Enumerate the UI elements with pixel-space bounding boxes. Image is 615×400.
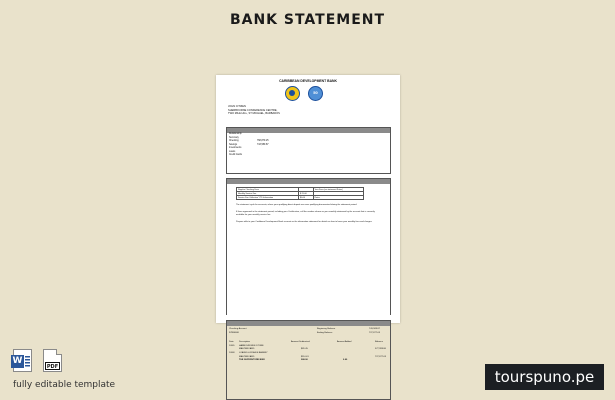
column-header: Balance: [375, 341, 383, 344]
page-title: BANK STATEMENT: [229, 12, 386, 28]
summary-label: Loans: [229, 150, 236, 153]
pdf-badge: PDF: [46, 364, 59, 370]
txn-added: 0.00: [343, 359, 348, 362]
summary-value: 768,879.25: [257, 140, 269, 142]
fees-header-bar: [227, 179, 390, 184]
column-header: Description: [239, 341, 250, 344]
summary-label: Investments: [229, 147, 242, 149]
fees-table: [236, 187, 364, 200]
summary-label: Checking: [229, 140, 239, 142]
word-badge: W: [12, 356, 23, 366]
summary-label: Credit Cards: [229, 154, 242, 156]
column-header: Amount Added: [337, 341, 352, 344]
txn-subtracted: $110.61: [301, 355, 309, 358]
statement-document: [216, 75, 400, 362]
address-line: SHERBOURNE CONFERENCE CENTRE,: [228, 108, 278, 112]
customer-address: [228, 105, 280, 116]
summary-value: 743,589.87: [257, 143, 269, 146]
txn-balance: 577,999.80: [375, 348, 386, 351]
ending-balance-label: Ending Balance: [317, 331, 333, 334]
beginning-balance-value: 743,589.87: [369, 328, 380, 330]
table-cell: Regular Checking Fees: [237, 188, 299, 192]
column-header: Date: [229, 341, 234, 344]
address-line: TWO MILE HILL, ST MICHAEL, BARBADOS: [228, 112, 280, 116]
anniversary-badge-icon: 50: [308, 86, 323, 101]
fees-paragraph: If there appeared in the statement period, including your Certification, call the number shown on your monthly statement by the account that is currently available for your monthly service fee.: [236, 211, 375, 216]
txn-balance: 727,877.03: [375, 355, 386, 358]
ending-balance-value: 727,877.03: [369, 331, 380, 334]
table-cell: Monthly Service Fee: [237, 192, 299, 196]
transactions-body: [227, 326, 390, 365]
txn-description: LOAVES & FISHES BAKERY: [239, 351, 268, 354]
table-row: [237, 196, 364, 200]
txn-subtracted: 268.00: [301, 359, 308, 362]
fees-section: [226, 178, 391, 315]
transactions-section: [226, 320, 391, 400]
table-cell: $ 25.00: [299, 192, 314, 196]
bank-name: CARIBBEAN DEVELOPMENT BANK: [279, 79, 337, 83]
table-row: [229, 359, 388, 363]
table-cell: $0.00: [299, 196, 314, 200]
summary-row: [227, 154, 390, 158]
table-cell: Service Fee Collection YTD Information: [237, 196, 299, 200]
summary-label: Relationship: [229, 133, 242, 135]
pdf-file-icon: [43, 349, 62, 372]
summary-section: [226, 127, 391, 174]
txn-description: THE SUPERSTORE BIKE: [239, 359, 265, 362]
txn-date: 10/08: [229, 351, 235, 354]
table-cell: Rates: [313, 196, 363, 200]
column-header: Amount Subtracted: [291, 341, 310, 344]
txn-description: MASTERCARD: [239, 348, 255, 351]
account-number: 97884608: [229, 331, 239, 334]
fees-paragraph: The statement cycle for accounts, where your qualifying direct deposit was over qualifying documented during the statement period.: [236, 204, 357, 206]
site-watermark: tourspuno.pe: [485, 364, 604, 390]
summary-label: Savings: [229, 143, 238, 146]
word-file-icon: [13, 349, 32, 372]
template-caption: fully editable template: [13, 380, 116, 390]
summary-label: Summary: [229, 136, 239, 139]
bank-logo-icon: [285, 86, 300, 101]
fees-paragraph: Prepare able to your Caribbean Development Bank account on the information statement for details on how to lower your monthly fees and charges.: [236, 221, 373, 223]
address-line: JOHN CITIZEN: [228, 105, 246, 108]
table-cell: Your Fees (as statement Rates): [313, 188, 363, 192]
txn-date: 10/05: [229, 344, 235, 347]
txn-description: MASTERCARD: [239, 355, 255, 358]
txn-description: HARBOUR BIKE STORE: [239, 344, 264, 347]
txn-subtracted: $81.45: [301, 348, 308, 351]
beginning-balance-label: Beginning Balance: [317, 328, 336, 330]
account-type: Checking Account: [229, 328, 247, 330]
